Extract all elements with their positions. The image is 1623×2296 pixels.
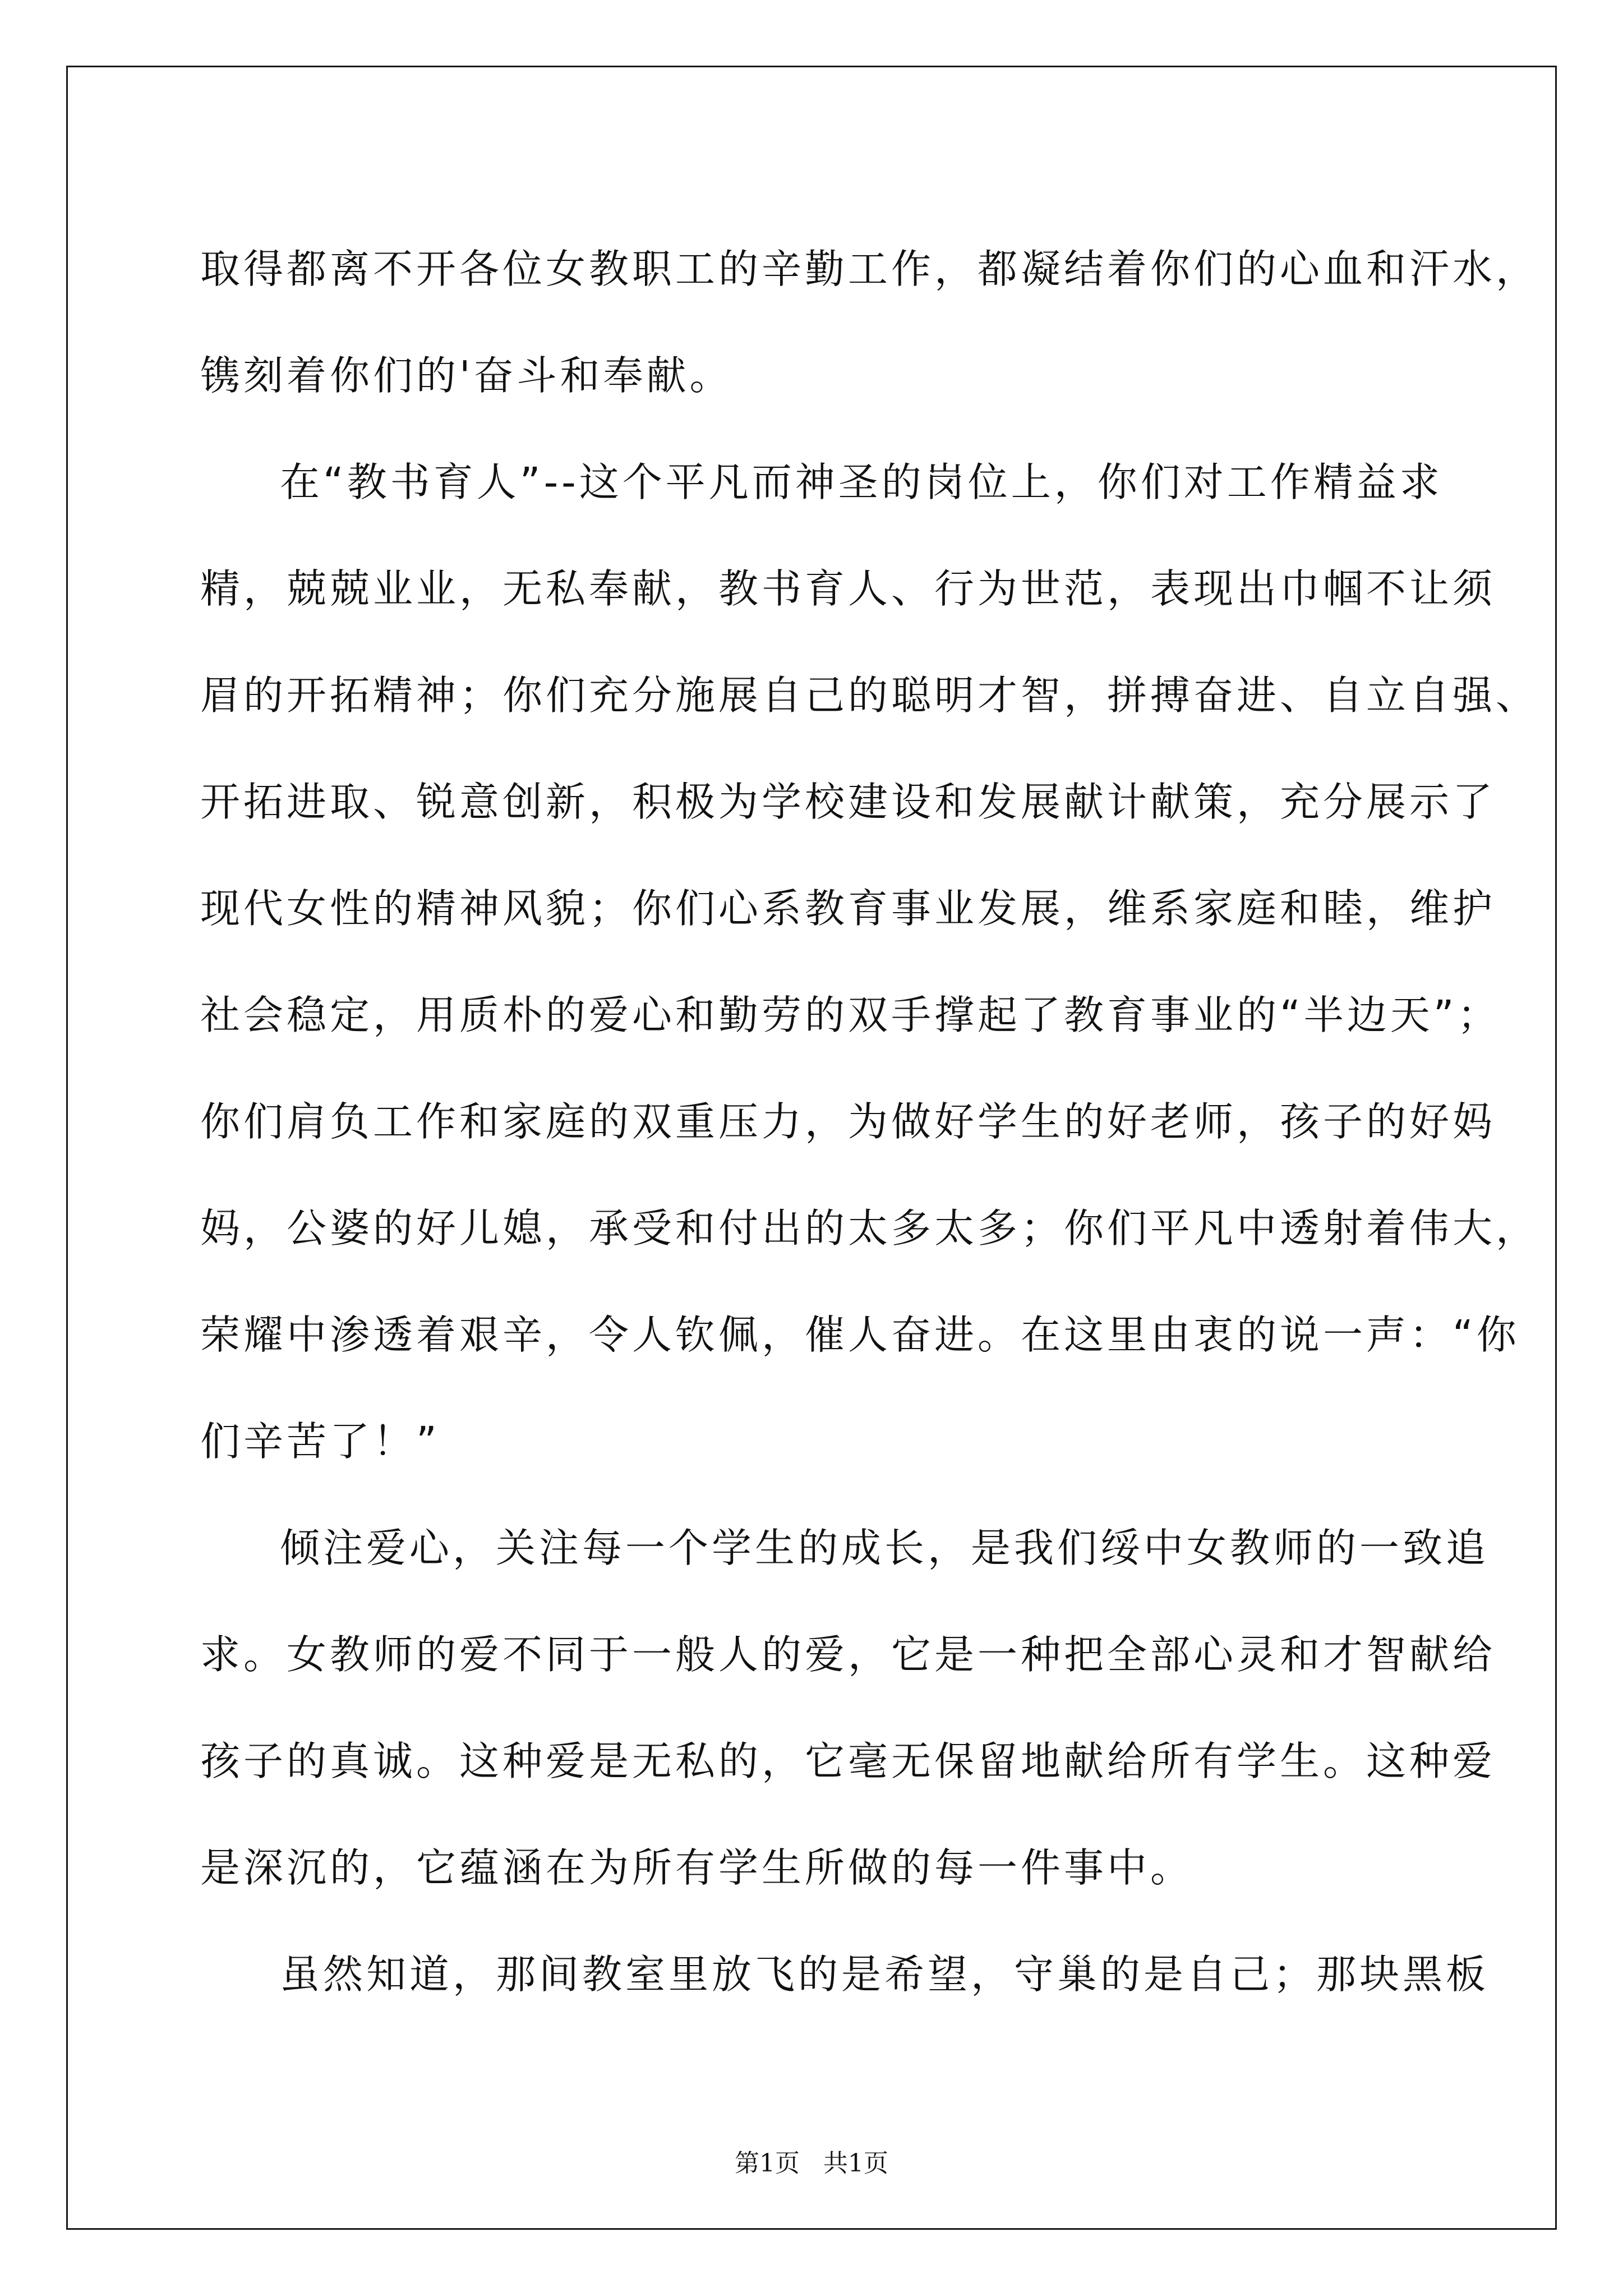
text-line: 现代女性的精神风貌；你们心系教育事业发展，维系家庭和睦，维护 — [200, 885, 1496, 932]
text-line: 社会稳定，用质朴的爱心和勤劳的双手撑起了教育事业的“半边天”； — [200, 992, 1501, 1038]
text-line: 眉的开拓精神；你们充分施展自己的聪明才智，拼搏奋进、自立自强、 — [200, 672, 1539, 719]
text-line: 开拓进取、锐意创新，积极为学校建设和发展献计献策，充分展示了 — [200, 779, 1496, 825]
text-line: 精，兢兢业业，无私奉献，教书育人、行为世范，表现出巾帼不让须 — [200, 565, 1496, 612]
text-line: 妈，公婆的好儿媳，承受和付出的太多太多；你们平凡中透射着伟大， — [200, 1205, 1539, 1251]
text-line: 求。女教师的爱不同于一般人的爱，它是一种把全部心灵和才智献给 — [200, 1631, 1496, 1678]
text-line: 是深沉的，它蕴涵在为所有学生所做的每一件事中。 — [200, 1844, 1194, 1891]
text-line: 虽然知道，那间教室里放飞的是希望，守巢的是自己；那块黑板 — [280, 1951, 1490, 1998]
document-body — [200, 216, 1539, 2028]
text-line: 孩子的真诚。这种爱是无私的，它毫无保留地献给所有学生。这种爱 — [200, 1738, 1496, 1784]
text-line: 你们肩负工作和家庭的双重压力，为做好学生的好老师，孩子的好妈 — [200, 1098, 1496, 1145]
text-line: 在“教书育人”--这个平凡而神圣的岗位上，你们对工作精益求 — [280, 459, 1443, 505]
text-line: 取得都离不开各位女教职工的辛勤工作，都凝结着你们的心血和汗水， — [200, 246, 1539, 292]
text-line: 倾注爱心，关注每一个学生的成长，是我们绥中女教师的一致追 — [280, 1525, 1490, 1571]
text-line: 荣耀中渗透着艰辛，令人钦佩，催人奋进。在这里由衷的说一声：“你 — [200, 1312, 1520, 1358]
text-line: 们辛苦了！” — [200, 1418, 440, 1465]
text-line: 镌刻着你们的'奋斗和奉献。 — [200, 352, 733, 399]
page-number-footer: 第1页 共1页 — [735, 2149, 888, 2178]
